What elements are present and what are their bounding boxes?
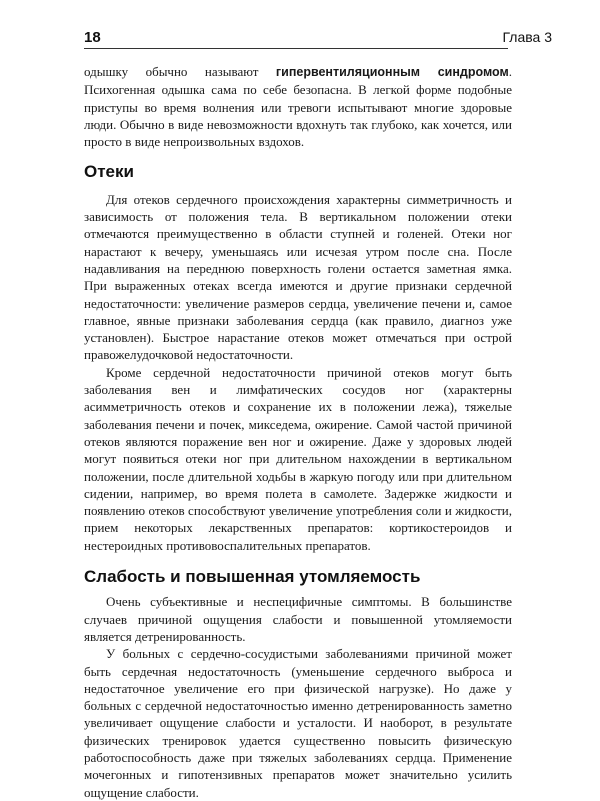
header-divider: [84, 48, 508, 49]
edema-paragraph-2: Кроме сердечной недостаточности причиной отеков могут быть заболевания вен и лимфатических сосудов ног (характерны асимметричность отеков и сохранение их в положении лежа), тяжелые заболевания печени и почек, микседема, ожирение. Самой частой причиной отеков являются поражение вен ног и ожирение. Даже у здоровых людей могут появиться отеки ног при длительном нахождении в вертикальном положении, после длительной ходьбы в жаркую погоду или при длительном сидении, например, во время полета в самолете. Задержке жидкости и появлению отеков способствуют увеличение употребления соли и жидкости, прием некоторых лекарственных препаратов: кортикостероидов и нестероидных противовоспалительных препаратов.: [84, 364, 512, 553]
page-number: 18: [84, 29, 101, 46]
page-body: [84, 63, 512, 801]
edema-paragraph-1: Для отеков сердечного происхождения характерны симметричность и зависимость от положения тела. В вертикальном положении отеки отмечаются преимущественно в области ступней и голеней. Отеки ног нарастают к вечеру, уменьшаясь или исчезая утром после сна. После надавливания на переднюю поверхность голени остается заметная ямка. При выраженных отеках всегда имеются и другие признаки сердечной недостаточности: увеличение размеров сердца, увеличение печени и, самое главное, явные признаки заболевания сердца (как правило, диагноз уже установлен). Быстрое нарастание отеков может отмечаться при острой правожелудочковой недостаточности.: [84, 191, 512, 363]
weakness-paragraph-1: Очень субъективные и неспецифичные симптомы. В большинстве случаев причиной ощущения слабости и повышенной утомляемости является детренированность.: [84, 594, 512, 644]
intro-term: гипервентиляционным синдромом: [275, 65, 509, 79]
intro-paragraph: [84, 63, 512, 150]
weakness-paragraph-2: У больных с сердечно-сосудистыми заболеваниями причиной может быть сердечная недостаточность (уменьшение сердечного выброса и недостаточное увеличение его при физической нагрузке). Но даже у больных с сердечной недостаточностью именно детренированность заметно увеличивает ощущение слабости и усталости. И наоборот, в результате физических тренировок удается существенно повысить физическую работоспособность даже при тяжелых заболеваниях сердца. Применение мочегонных и гипотензивных препаратов может значительно усилить ощущение слабости.: [84, 646, 512, 800]
intro-text-after: . Психогенная одышка сама по себе безопасна. В легкой форме подобные приступы во время волнения или тревоги испытывают многие здоровые люди. Обычно в виде невозможности вдохнуть так глубоко, как хочется, или просто в виде непроизвольных вздохов.: [84, 64, 513, 150]
intro-text-before: одышку обычно называют: [84, 64, 276, 79]
chapter-title: Глава 3: [502, 29, 552, 45]
section-heading-weakness: Слабость и повышенная утомляемость: [84, 567, 421, 587]
page-header: [40, 27, 560, 49]
section-heading-edema: Отеки: [84, 162, 134, 182]
